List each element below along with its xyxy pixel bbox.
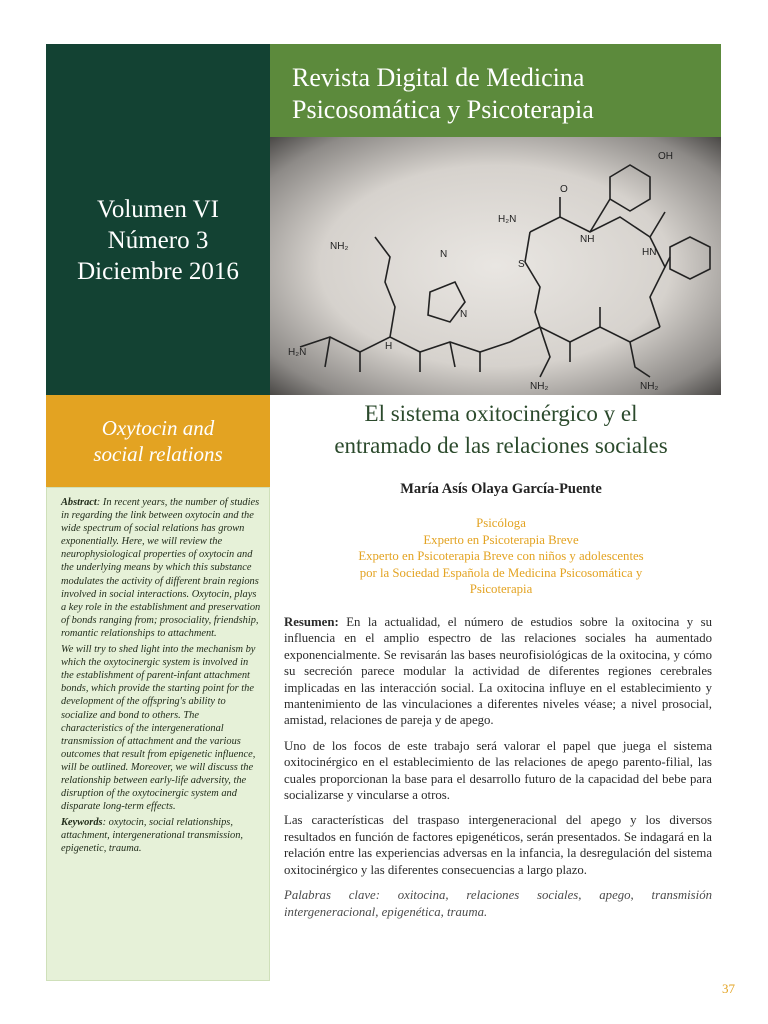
resumen-label: Resumen: <box>284 615 339 629</box>
molecule-label-n2: N <box>440 249 448 260</box>
resumen-paragraph <box>284 614 712 729</box>
issue-number: Número 3 <box>107 227 209 254</box>
issue-info <box>46 194 270 287</box>
oxytocin-molecule-image <box>270 137 721 395</box>
article-body <box>284 614 712 929</box>
molecule-label-h2n-left: H₂N <box>288 347 307 358</box>
credential-line: Experto en Psicoterapia Breve <box>423 532 579 547</box>
molecule-label-s: S <box>518 259 525 270</box>
abstract-text-1: : In recent years, the number of studies in regarding the link between oxytocin and the wide spectrum of social relations has grown exponentially. Here, we will review the neurophysiological properties of oxytocin and the underlying means by which this substance modulates the activity of different brain regions involved in social interactions. Oxytocin, plays a key role in the establishment and preservation of bonds ranging from; prosociality, friendship, romantic relationships to attachment. <box>61 497 261 639</box>
molecule-label-nh-top: NH <box>580 234 595 245</box>
molecule-label-hn-right: HN <box>642 247 657 258</box>
journal-title-line2: Psicosomática y Psicoterapia <box>292 95 594 124</box>
issue-date: Diciembre 2016 <box>77 258 239 285</box>
abstract-paragraph-2: We will try to shed light into the mechanism by which the oxytocinergic system is involved in the establishment of parent-infant attachment bonds, which provide the starting point for the development of the offspring's ability to socialize and bond to others. The characteristics of the intergenerational transmission of attachment and the various outcomes that result from epigenetic influence, will be outlined. Moreover, we will discuss the relationship between early-life adversity, the disruption of the oxytocinergic system and disparate long-term effects. <box>61 644 256 813</box>
molecule-label-nh2-bottom: NH₂ <box>530 381 549 392</box>
credential-line: por la Sociedad Española de Medicina Psicosomática y <box>359 565 643 580</box>
author-name: María Asís Olaya García-Puente <box>400 481 602 497</box>
palabras-clave: Palabras clave: oxitocina, relaciones sociales, apego, transmisión intergeneracional, epigenética, trauma. <box>284 888 712 919</box>
topic-line2: social relations <box>93 442 223 466</box>
article-title-line2: entramado de las relaciones sociales <box>334 433 668 458</box>
molecule-label-n: N <box>460 309 468 320</box>
credential-line: Psicóloga <box>476 516 526 530</box>
abstract-paragraph-1 <box>61 496 261 640</box>
abstract-sidebar <box>46 487 270 981</box>
molecule-label-o: O <box>560 184 568 195</box>
page-number: 37 <box>722 981 735 996</box>
credential-line: Psicoterapia <box>469 582 533 596</box>
article-title <box>278 398 724 462</box>
body-paragraph-3: Las características del traspaso intergeneracional del apego y los diversos resultados en función de factores epigenéticos, serán presentados. Se indagará en la relación entre las experiencias adversas en la infancia, la desregulación del sistema oxitocinérgico y las diferentes consecuencias a largo plazo. <box>284 813 712 877</box>
issue-panel <box>46 44 270 395</box>
abstract-keywords-label: Keywords <box>61 817 103 829</box>
issue-volume: Volumen VI <box>97 196 219 223</box>
molecule-label-h: H <box>385 341 393 352</box>
abstract-keywords <box>61 816 261 855</box>
molecule-label-nh2-top: NH₂ <box>330 241 349 252</box>
topic-box <box>46 395 270 487</box>
credential-line: Experto en Psicoterapia Breve con niños y adolescentes <box>358 549 644 563</box>
journal-banner <box>270 44 721 137</box>
molecule-label-h2n-top: H₂N <box>498 214 517 225</box>
topic-line1: Oxytocin and <box>101 416 215 440</box>
author-credentials <box>278 515 724 598</box>
article-title-line1: El sistema oxitocinérgico y el <box>364 401 638 426</box>
abstract-keywords-text: : oxytocin, social relationships, attachment, intergenerational transmission, epigenetic, trauma. <box>61 817 244 855</box>
journal-title-line1: Revista Digital de Medicina <box>292 63 585 92</box>
molecule-label-oh: OH <box>658 151 673 162</box>
molecule-label-nh2-right: NH₂ <box>640 381 659 392</box>
abstract-label: Abstract <box>61 497 97 508</box>
body-paragraph-2: Uno de los focos de este trabajo será valorar el papel que juega el sistema oxitocinérgico en el establecimiento de las relaciones de apego parento-filial, las cuales proporcionan la base para el desarrollo futuro de la capacidad del bebe para socializarse y vincularse a otros. <box>284 738 712 803</box>
molecule-structure <box>270 137 721 395</box>
resumen-text: En la actualidad, el número de estudios sobre la oxitocina y su influencia en el amplio espectro de las relaciones sociales ha aumentado exponencialmente. Se revisarán las bases neurofisiológicas de la oxitocina, y cómo su secreción parece modular la actividad de diferentes regiones cerebrales implicadas en las interacción social. La oxitocina influye en el establecimiento y mantenimiento de las vinculaciones a diferentes niveles véase; a nivel prosocial, amistad, relaciones de pareja y de apego. <box>284 615 712 728</box>
